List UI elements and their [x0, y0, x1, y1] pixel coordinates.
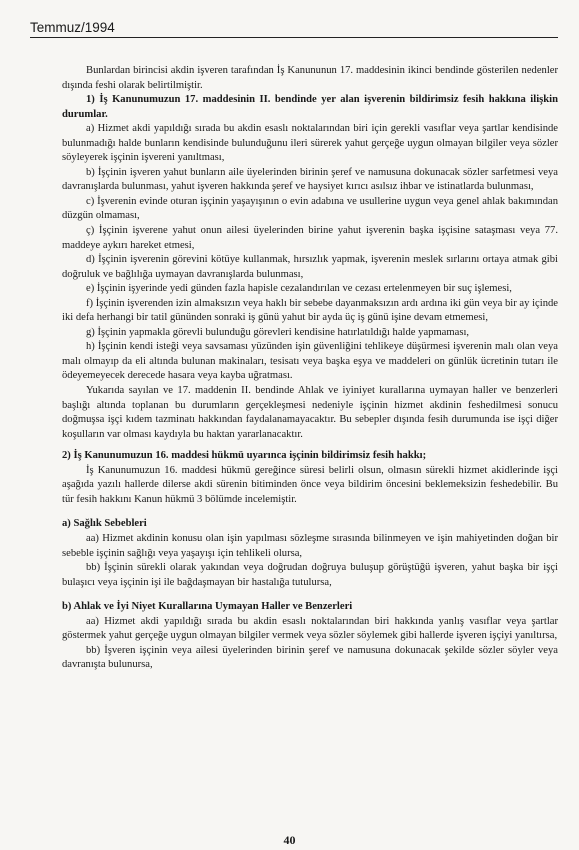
list-item-f: f) İşçinin işverenden izin almaksızın veya haklı bir sebebe dayanmaksızın ardı ardına iki gün veya bir ay içinde iki defa herhangi bir tatil gününden sonraki iş günü yahut bir ayda üç iş günü işine devam etmemesi, — [62, 297, 558, 324]
list-item-g: g) İşçinin yapmakla görevli bulunduğu görevleri kendisine hatırlatıldığı halde yapmaması, — [86, 326, 470, 338]
body-text — [62, 64, 558, 673]
page-number: 40 — [283, 833, 296, 847]
list-item-bb-health: bb) İşçinin sürekli olarak yakından veya doğrudan doğruya buluşup görüştüğü işveren, yahut başka bir işçi bulaşıcı veya işçinin işi ile bağdaşmayan bir hastalığa tutulursa, — [62, 562, 558, 588]
list-item-c-cedilla: ç) İşçinin işverene yahut onun ailesi üyelerinden birine yahut işverenin başka işçisine sataşması veya 77. maddeye aykırı hareket etmesi, — [62, 225, 558, 251]
paragraph-intro: Bunlardan birincisi akdin işveren tarafından İş Kanununun 17. maddesinin ikinci bendinde gösterilen nedenler dışında feshi olarak belirtilmiştir. — [62, 65, 558, 91]
list-item-aa-ethics: aa) Hizmet akdi yapıldığı sırada bu akdin esaslı noktalarından biri hakkında yanlış vasıflar veya şartlar göstermek yahut gerçeğe uygun olmayan bilgiler vermek veya sözler söylemek gibi hallerde işveren işçiyi yanıltırsa, — [62, 615, 558, 642]
running-header: Temmuz/1994 — [30, 20, 558, 38]
paragraph-summary: Yukarıda sayılan ve 17. maddenin II. bendinde Ahlak ve iyiniyet kurallarına uymayan haller ve benzerleri başlığı altında toplanan bu durumların gerçekleşmesi nedeniyle işçinin hizmet akdinin feshedilmesi sonucu doğmuşsa işçi kıdem tazminatı hakkından faydalanamayacaktır. Bu sebepler dışında fesih durumunda ise işçi diğer koşulların var olması kaydıyla bu haktan yararlanacaktır. — [62, 385, 558, 440]
list-item-d: d) İşçinin işverenin görevini kötüye kullanmak, hırsızlık yapmak, işverenin meslek sırlarını ortaya atmak gibi doğruluk ve bağlılığa uymayan davranışlarda bulunması, — [62, 254, 558, 280]
section-heading-2: 2) İş Kanunumuzun 16. maddesi hükmü uyarınca işçinin bildirimsiz fesih hakkı; — [62, 450, 427, 462]
list-item-h: h) İşçinin kendi isteği veya savsaması yüzünden işin güvenliğini tehlikeye düşürmesi işverenin malı olan veya malı olmayıp da eli altında bulunan makinaları, tesisatı veya başka eşya ve maddeleri on günlük ücretinin tutarı ile ödeyemeyecek derecede hasara veya kayba uğratması. — [62, 341, 558, 382]
list-item-c: c) İşverenin evinde oturan işçinin yaşayışının o evin adabına ve usullerine uygun veya genel ahlak bakımından düzgün olmaması, — [62, 195, 558, 222]
subheading-ethics: b) Ahlak ve İyi Niyet Kurallarına Uymayan Haller ve Benzerleri — [62, 601, 353, 613]
subheading-health-reasons: a) Sağlık Sebebleri — [62, 518, 147, 530]
paragraph-article-16: İş Kanunumuzun 16. maddesi hükmü gereğince süresi belirli olsun, olmasın sürekli hizmet akidlerinde işçi aşağıda yazılı hallerde dilerse akdi sürenin bitiminden önce veya bildirim öncesini beklemeksizin feshedebilir. Bu tür fesih hakkını Kanun hükmü 3 bölümde incelemiştir. — [62, 464, 558, 505]
list-item-a: a) Hizmet akdi yapıldığı sırada bu akdin esaslı noktalarından biri için gerekli vasıflar veya şartlar kendisinde bulunmadığı halde bunların kendisinde bulunduğunu ileri sürerek yahut gerçeğe uygun olmayan bilgiler veya sözler söyleyerek işçinin işvereni yanıltması, — [62, 123, 558, 164]
section-heading-1: 1) İş Kanunumuzun 17. maddesinin II. bendinde yer alan işverenin bildirimsiz fesih hakkına ilişkin durumlar. — [62, 94, 558, 120]
list-item-e: e) İşçinin işyerinde yedi günden fazla hapisle cezalandırılan ve cezası ertelenmeyen bir suç işlemesi, — [86, 283, 512, 295]
list-item-aa-health: aa) Hizmet akdinin konusu olan işin yapılması sözleşme sırasında bilinmeyen ve işin mahiyetinden doğan bir sebeble işçinin sağlığı veya yaşayışı için tehlikeli olursa, — [62, 532, 558, 559]
list-item-b: b) İşçinin işveren yahut bunların aile üyelerinden birinin şeref ve namusuna dokunacak sözler sarfetmesi veya davranışlarda bulunması, yahut işveren hakkında şeref ve haysiyet kırıcı asılsız ihbar ve istinatlarda bulunması, — [62, 166, 558, 193]
list-item-bb-ethics: bb) İşveren işçinin veya ailesi üyelerinden birinin şeref ve namusuna dokunacak şekilde sözler söyler veya davranışta bulunursa, — [62, 644, 558, 671]
